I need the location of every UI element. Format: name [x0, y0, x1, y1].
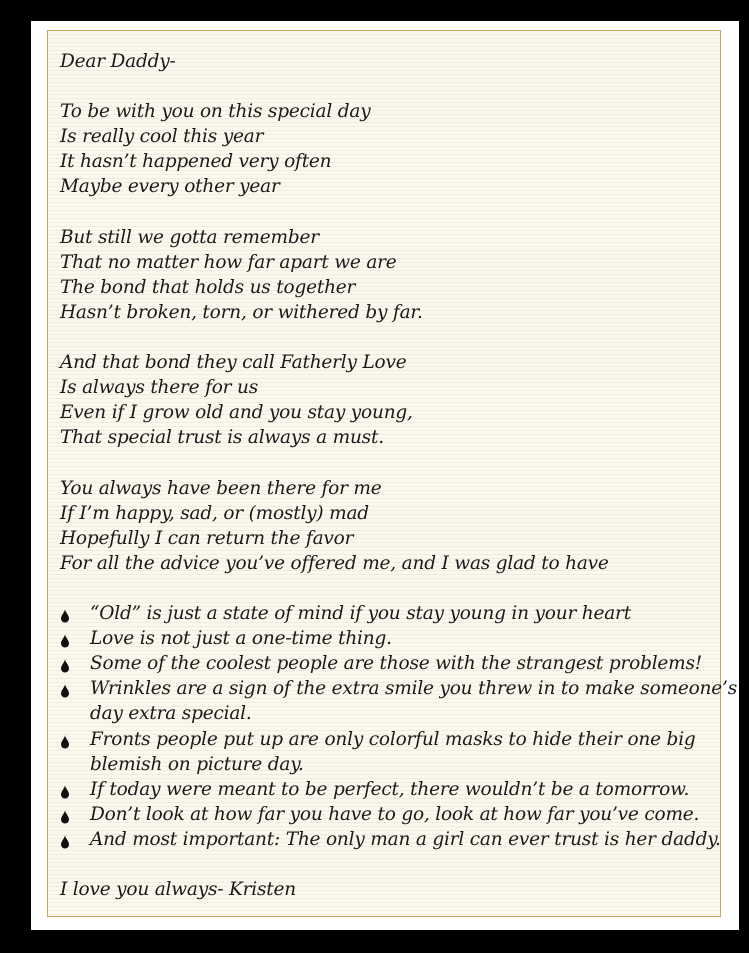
closing-signature: I love you always- Kristen: [60, 879, 296, 901]
drop-icon: [60, 835, 70, 849]
bullet-text-continued: blemish on picture day.: [90, 753, 304, 775]
poem-line: That special trust is always a must.: [60, 427, 384, 449]
poem-line: Is always there for us: [60, 377, 259, 399]
bullet-text: And most important: The only man a girl can ever trust is her daddy.: [90, 828, 721, 850]
poem-line: And that bond they call Fatherly Love: [60, 352, 407, 374]
letter-frame: [31, 21, 739, 930]
drop-icon: [60, 810, 70, 824]
bullet-item: [60, 651, 710, 676]
bullet-text: Some of the coolest people are those with the strangest problems!: [90, 653, 703, 675]
drop-icon: [60, 609, 70, 623]
spacer: [60, 325, 710, 350]
spacer: [60, 74, 710, 99]
bullet-text-continued: day extra special.: [90, 703, 252, 725]
salutation: Dear Daddy-: [60, 51, 176, 72]
stanza-2: [60, 225, 710, 325]
stanza-1: [60, 99, 710, 199]
poem-line: That no matter how far apart we are: [60, 251, 397, 273]
bullet-text: “Old” is just a state of mind if you stay young in your heart: [90, 603, 631, 625]
bullet-item: [60, 777, 710, 802]
bullet-list: [60, 601, 737, 852]
poem-line: Hasn’t broken, torn, or withered by far.: [60, 301, 423, 323]
letter-body: [60, 49, 737, 902]
spacer: [60, 200, 710, 225]
poem-line: Even if I grow old and you stay young,: [60, 402, 413, 424]
poem-line: The bond that holds us together: [60, 276, 356, 298]
drop-icon: [60, 634, 70, 648]
poem-line: You always have been there for me: [60, 477, 382, 499]
spacer: [60, 852, 710, 877]
bullet-item: [60, 727, 710, 777]
poem-line: For all the advice you’ve offered me, and I was glad to have: [60, 552, 609, 574]
letter-paper: [47, 30, 737, 917]
bullet-text: Don’t look at how far you have to go, look at how far you’ve come.: [90, 803, 700, 825]
bullet-item: [60, 802, 710, 827]
stanza-4: [60, 476, 710, 576]
poem-line: If I’m happy, sad, or (mostly) mad: [60, 502, 369, 524]
bullet-text: Wrinkles are a sign of the extra smile you threw in to make someone’s: [90, 678, 737, 700]
spacer: [60, 451, 710, 476]
poem-line: To be with you on this special day: [60, 101, 371, 123]
bullet-text: If today were meant to be perfect, there wouldn’t be a tomorrow.: [90, 778, 690, 800]
poem-line: Maybe every other year: [60, 176, 280, 198]
spacer: [60, 576, 710, 601]
bullet-item: [60, 676, 737, 726]
poem-line: Is really cool this year: [60, 126, 264, 148]
stanza-3: [60, 350, 710, 450]
poem-line: Hopefully I can return the favor: [60, 527, 354, 549]
bullet-item: [60, 827, 721, 852]
drop-icon: [60, 785, 70, 799]
bullet-text: Love is not just a one-time thing.: [90, 628, 392, 650]
bullet-item: [60, 601, 710, 626]
poem-line: It hasn’t happened very often: [60, 151, 332, 173]
drop-icon: [60, 659, 70, 673]
poem-line: But still we gotta remember: [60, 226, 319, 248]
drop-icon: [60, 735, 70, 749]
bullet-item: [60, 626, 710, 651]
bullet-text: Fronts people put up are only colorful masks to hide their one big: [90, 728, 696, 750]
drop-icon: [60, 684, 70, 698]
